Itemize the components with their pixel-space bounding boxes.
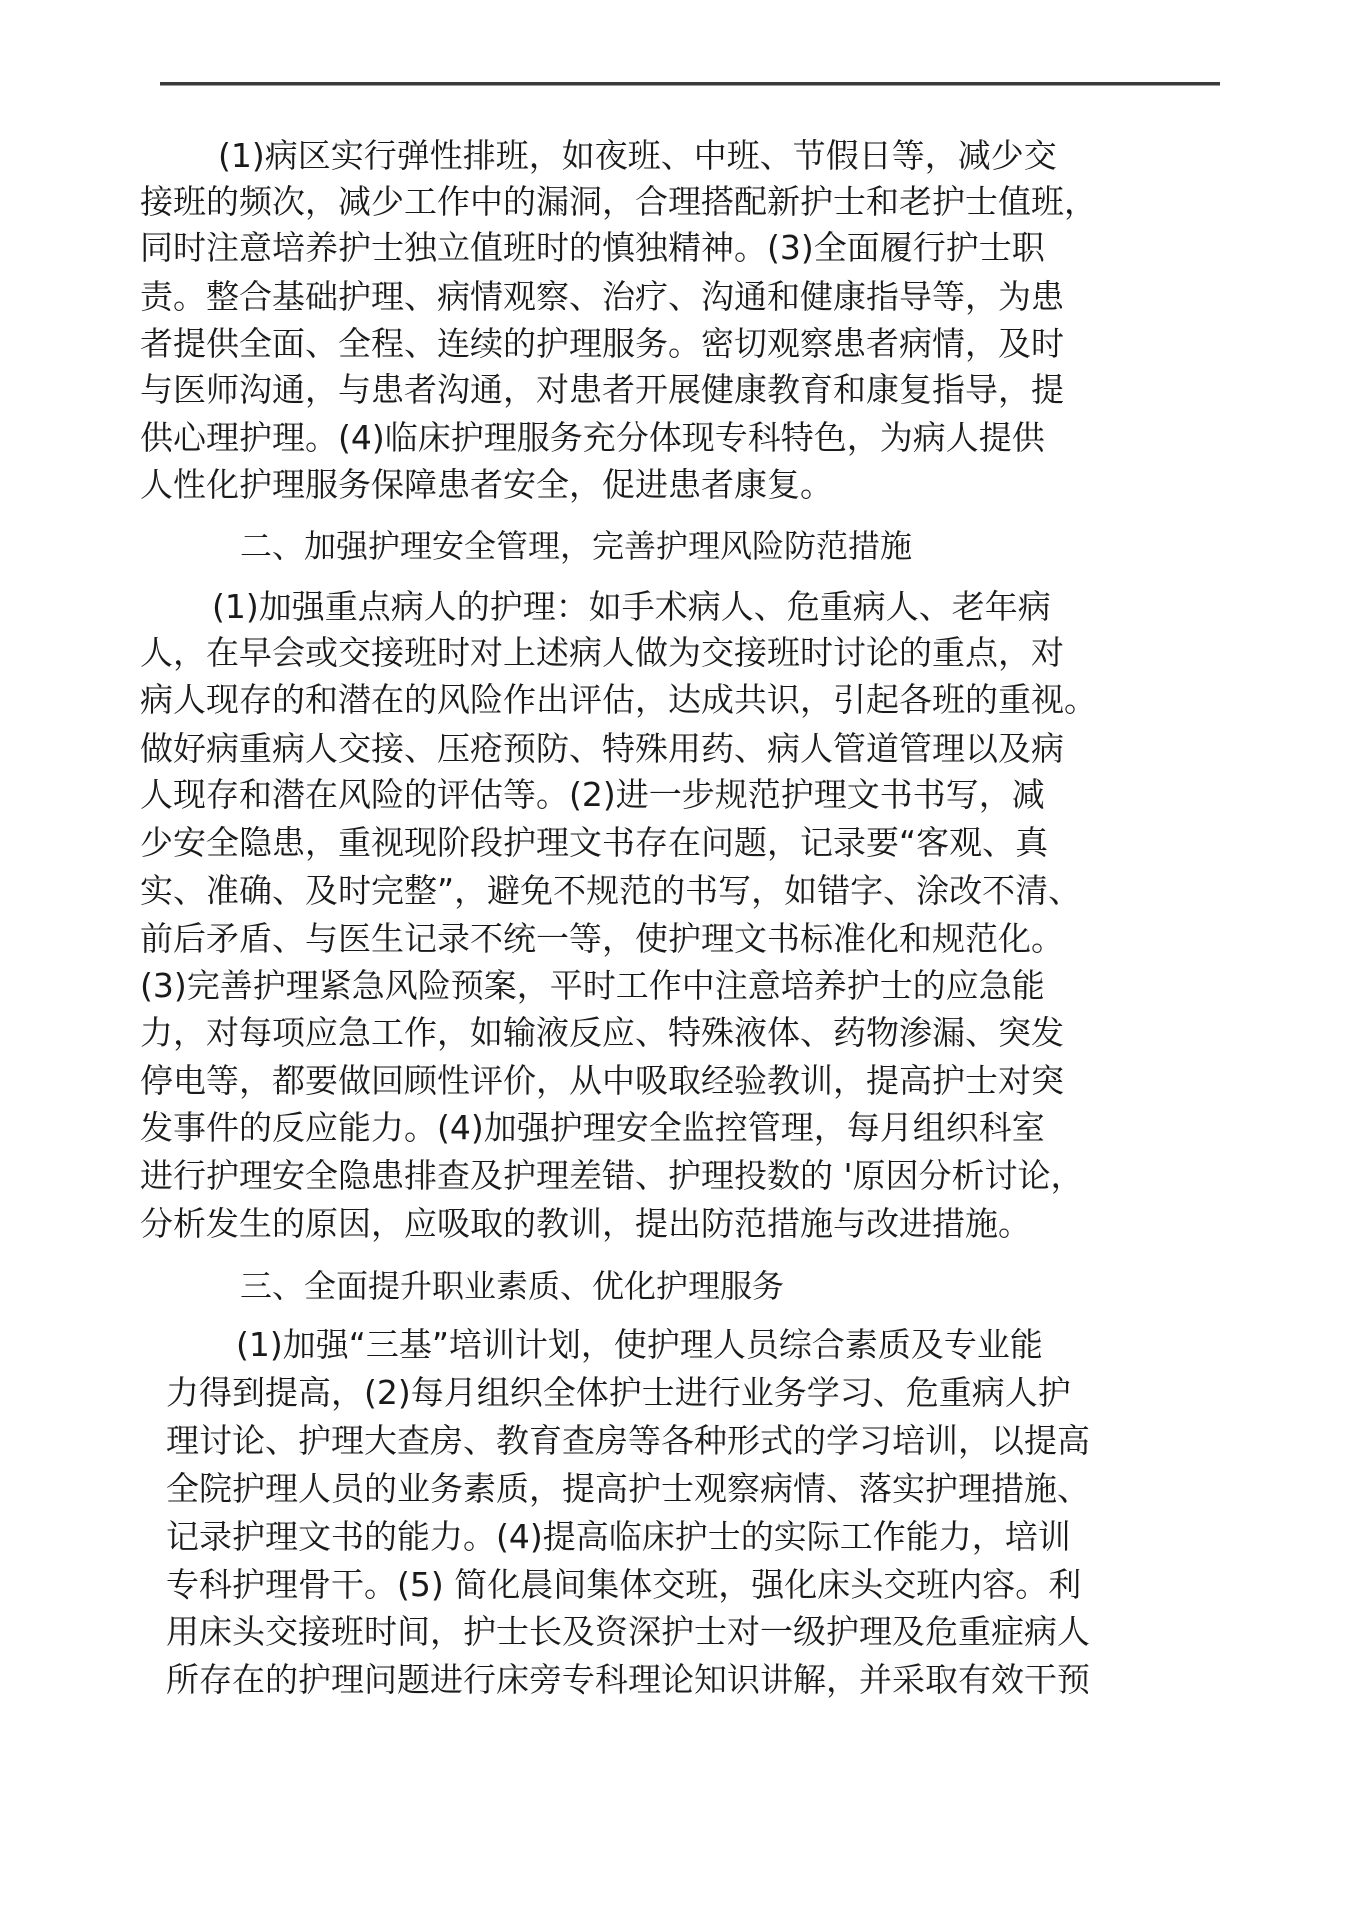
paragraph-line: (1)病区实行弹性排班，如夜班、中班、节假日等，减少交 (218, 136, 1057, 175)
paragraph-line: 理讨论、护理大查房、教育查房等各种形式的学习培训，以提高 (166, 1421, 1090, 1460)
paragraph-line: 记录护理文书的能力。(4)提高临床护士的实际工作能力，培训 (166, 1517, 1071, 1556)
section-heading: 三、全面提升职业素质、优化护理服务 (240, 1267, 785, 1305)
paragraph-line: 人性化护理服务保障患者安全，促进患者康复。 (140, 465, 833, 504)
paragraph-line: 专科护理骨干。(5) 简化晨间集体交班，强化床头交班内容。利 (166, 1565, 1082, 1604)
paragraph-line: 全院护理人员的业务素质，提高护士观察病情、落实护理措施、 (166, 1469, 1090, 1508)
paragraph-line: 前后矛盾、与医生记录不统一等，使护理文书标准化和规范化。 (140, 919, 1064, 958)
paragraph-line: (1)加强重点病人的护理：如手术病人、危重病人、老年病 (212, 587, 1051, 626)
paragraph-line: 与医师沟通，与患者沟通，对患者开展健康教育和康复指导，提 (140, 370, 1064, 409)
section-heading: 二、加强护理安全管理，完善护理风险防范措施 (240, 527, 913, 565)
paragraph-line: 力，对每项应急工作，如输液反应、特殊液体、药物渗漏、突发 (140, 1013, 1064, 1052)
paragraph-line: 所存在的护理问题进行床旁专科理论知识讲解，并采取有效干预 (166, 1660, 1090, 1699)
paragraph-line: (1)加强“三基”培训计划，使护理人员综合素质及专业能 (236, 1325, 1043, 1364)
paragraph-line: 停电等，都要做回顾性评价，从中吸取经验教训，提高护士对突 (140, 1061, 1064, 1100)
paragraph-line: 供心理护理。(4)临床护理服务充分体现专科特色，为病人提供 (140, 418, 1045, 457)
paragraph-line: 人，在早会或交接班时对上述病人做为交接班时讨论的重点，对 (140, 633, 1064, 672)
paragraph-line: 者提供全面、全程、连续的护理服务。密切观察患者病情，及时 (140, 324, 1064, 363)
paragraph-line: (3)完善护理紧急风险预案，平时工作中注意培养护士的应急能 (140, 966, 1045, 1005)
paragraph-line: 分析发生的原因，应吸取的教训，提出防范措施与改进措施。 (140, 1204, 1031, 1243)
paragraph-line: 接班的频次，减少工作中的漏洞，合理搭配新护士和老护士值班， (140, 182, 1097, 221)
paragraph-line: 人现存和潜在风险的评估等。(2)进一步规范护理文书书写，减 (140, 775, 1045, 814)
paragraph-line: 做好病重病人交接、压疮预防、特殊用药、病人管道管理以及病 (140, 729, 1064, 768)
paragraph-line: 少安全隐患，重视现阶段护理文书存在问题，记录要“客观、真 (140, 823, 1049, 862)
paragraph-line: 病人现存的和潜在的风险作出评估，达成共识，引起各班的重视。 (140, 680, 1097, 719)
paragraph-line: 力得到提高，(2)每月组织全体护士进行业务学习、危重病人护 (166, 1373, 1071, 1412)
paragraph-line: 实、准确、及时完整”，避免不规范的书写，如错字、涂改不清、 (140, 871, 1082, 910)
paragraph-line: 用床头交接班时间，护士长及资深护士对一级护理及危重症病人 (166, 1612, 1090, 1651)
paragraph-line: 进行护理安全隐患排查及护理差错、护理投数的 '原因分析讨论， (140, 1156, 1084, 1195)
paragraph-line: 责。整合基础护理、病情观察、治疗、沟通和健康指导等，为患 (140, 277, 1064, 316)
paragraph-line: 同时注意培养护士独立值班时的慎独精神。(3)全面履行护士职 (140, 228, 1045, 267)
paragraph-line: 发事件的反应能力。(4)加强护理安全监控管理，每月组织科室 (140, 1108, 1045, 1147)
